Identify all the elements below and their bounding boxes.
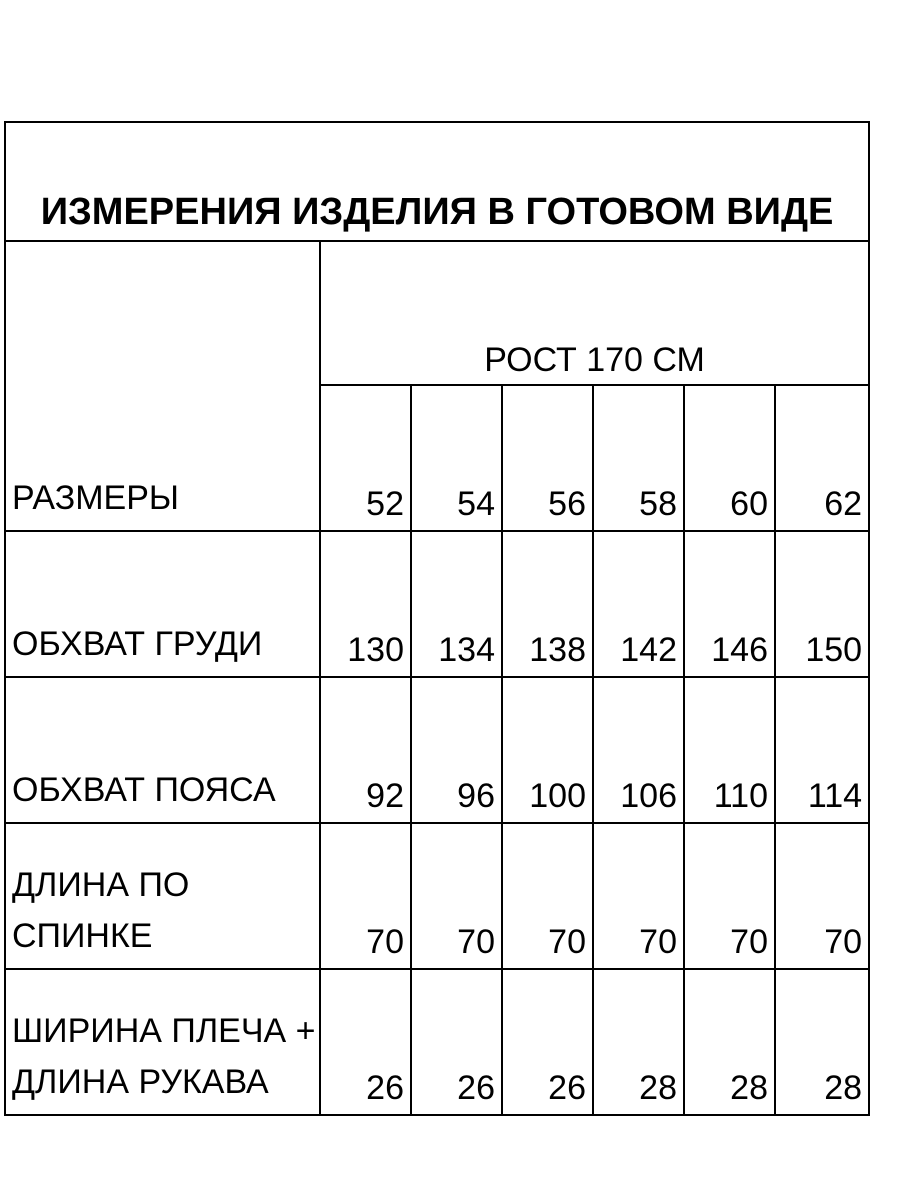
table-cell: 26 (320, 969, 411, 1115)
height-header: РОСТ 170 СМ (320, 241, 869, 385)
row-label-shoulder-sleeve: ШИРИНА ПЛЕЧА + ДЛИНА РУКАВА (5, 969, 320, 1115)
row-label-sizes: РАЗМЕРЫ (5, 241, 320, 531)
row-label-back-length: ДЛИНА ПО СПИНКЕ (5, 823, 320, 969)
table-cell: 146 (684, 531, 775, 677)
table-cell: 70 (684, 823, 775, 969)
size-cell: 56 (502, 385, 593, 531)
table-cell: 70 (775, 823, 869, 969)
table-cell: 142 (593, 531, 684, 677)
table-cell: 26 (411, 969, 502, 1115)
table-row (5, 823, 869, 969)
table-cell: 134 (411, 531, 502, 677)
size-cell: 62 (775, 385, 869, 531)
table-cell: 138 (502, 531, 593, 677)
table-cell: 70 (320, 823, 411, 969)
size-cell: 52 (320, 385, 411, 531)
table-cell: 28 (775, 969, 869, 1115)
table-cell: 26 (502, 969, 593, 1115)
table-row (5, 677, 869, 823)
table-cell: 28 (684, 969, 775, 1115)
table-cell: 100 (502, 677, 593, 823)
row-label-waist: ОБХВАТ ПОЯСА (5, 677, 320, 823)
table-cell: 28 (593, 969, 684, 1115)
table-cell: 70 (593, 823, 684, 969)
table-cell: 70 (411, 823, 502, 969)
size-table (4, 121, 870, 1116)
table-cell: 130 (320, 531, 411, 677)
size-cell: 54 (411, 385, 502, 531)
size-cell: 60 (684, 385, 775, 531)
table-cell: 92 (320, 677, 411, 823)
table-cell: 96 (411, 677, 502, 823)
table-cell: 110 (684, 677, 775, 823)
row-label-chest: ОБХВАТ ГРУДИ (5, 531, 320, 677)
size-cell: 58 (593, 385, 684, 531)
size-chart (4, 121, 868, 1107)
table-cell: 114 (775, 677, 869, 823)
table-cell: 106 (593, 677, 684, 823)
table-cell: 70 (502, 823, 593, 969)
table-row (5, 969, 869, 1115)
table-row (5, 531, 869, 677)
table-cell: 150 (775, 531, 869, 677)
table-title: ИЗМЕРЕНИЯ ИЗДЕЛИЯ В ГОТОВОМ ВИДЕ (5, 122, 869, 241)
